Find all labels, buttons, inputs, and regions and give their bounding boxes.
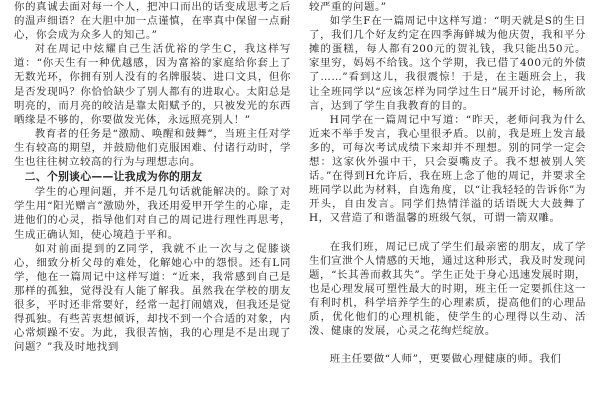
paragraph: 教育者的任务是“激励、唤醒和鼓舞”，当班主任对学生有较高的期望，并鼓励他们克服困难、付诸行动时，学生也往往树立较高的行为与理想志向。 — [14, 127, 291, 169]
section-heading: 二、个别谈心——让我成为你的朋友 — [24, 170, 203, 184]
paragraph: 班主任要做“人师”，更要做心理健康的师。我们 — [329, 353, 562, 366]
paragraph: 如学生F在一篇周记中这样写道：“明天就是S的生日了，我们几个好友约定在四季海鲜城为他庆贺，我和平分摊的蛋糕，每人都有200元的贺礼钱，我只能出50元。家里穷，妈妈不给钱。这个学期，我已借了400元的外债了……”看到这儿，我很震惊！于是，在主题班会上，我让全班同学以“应该怎样为同学过生日”展开讨论，畅所欲言，达到了学生自我教育的目的。 — [309, 15, 586, 112]
left-column — [14, 0, 291, 400]
paragraph: H同学在一篇周记中写道：“昨天，老师问我为什么近来不举手发言，我心里很矛盾。以前，我是班上发言最多的，可每次考试成绩下来却并不理想。别的同学一定会想：这家伙外强中干，只会耍嘴皮子。我不想被别人笑话。”在得到H允许后，我在班上念了他的周记，并要求全班同学以此为材料，自选角度，以“让我轻轻的告诉你”为开头，自由发言。同学们热情洋溢的话语既大大鼓舞了H，又营造了和谐温馨的班级气氛，可谓一箭双雕。 — [309, 113, 586, 225]
right-column — [309, 0, 586, 400]
paragraph: 你的真诚去面对每一个人，把冲口而出的话变成思考之后的温声细语？在大胆中加一点谨慎，在率真中保留一点耐心，你会成为众多人的知己。” — [14, 1, 291, 42]
paragraph: 较严重的问题。” — [309, 1, 387, 13]
paragraph: 对在周记中炫耀自己生活优裕的学生C，我这样写道：“你天生有一种优越感，因为富裕的家庭给你套上了无数光环，你拥有别人没有的名牌服装、进口文具，但你是否发现吗？你恰恰缺少了别人都有的进取心。太阳总是明亮的，而月亮的皎洁是靠太阳赋予的，只被发光的东西晒缘是不够的，你要做发光体，永远照亮别人！” — [14, 43, 291, 126]
paragraph: 在我们班，周记已成了学生们最亲密的朋友，成了学生们宣泄个人情感的天地，通过这种形式，我及时发现问题，“长其善而救其失”。学生正处于身心迅速发展时期，也是心理发展可塑性最大的时期，班主任一定要抓住这一有利时机，科学培养学生的心理素质，提高他们的心理品质，优化他们的心理机能，使学生的心理得以生动、活泼、健康的发展，心灵之花绚烂绽放。 — [309, 240, 586, 338]
paragraph: 如对前面提到的Z同学，我就不止一次与之促膝谈心，细致分析父母的难处，化解她心中的怨恨。还有L同学，他在一篇周记中这样写道：“近来，我常感到自己是那样的孤独，觉得没有人能了解我。虽然我在学校的朋友很多，平时还非常要好，经常一起打闹嬉戏，但我还是觉得孤独。有些苦衷想倾诉，却找不到一个合适的对象，内心常烦躁不安。为此，我很苦恼，我的心理是不是出现了问题？”我及时地找到 — [14, 242, 291, 354]
paragraph: 学生的心理问题，并不是几句话就能解决的。除了对学生用“阳光赠言”激励外，我还用爱甲开学生的心扉，走进他们的心灵，指导他们对自己的周记进行理性再思考，生成正确认知，使心境趋于平和。 — [14, 186, 291, 241]
